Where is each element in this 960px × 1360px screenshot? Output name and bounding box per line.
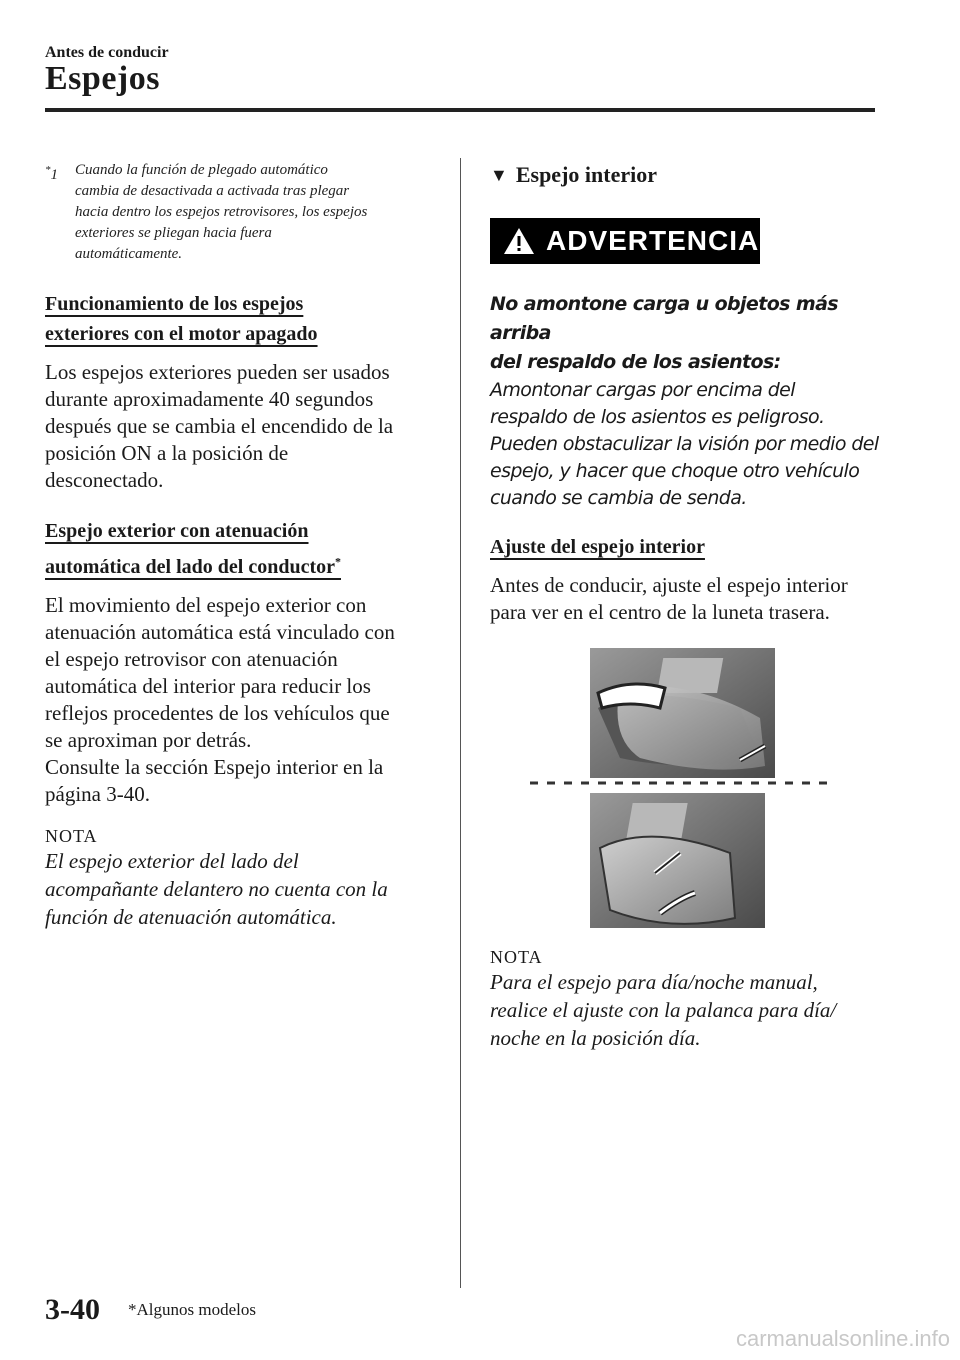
footer-note: *Algunos modelos (128, 1300, 256, 1319)
warning-triangle-icon (502, 226, 536, 256)
section-heading-engine-off (45, 289, 440, 349)
nota-label: NOTA (45, 825, 98, 846)
auto-dimming-body: El movimiento del espejo exterior con atenuación automática está vinculado con el espejo retrovisor con atenuación automática del interior para reducir los reflejos procedentes de los vehículos que se aproximan por detrás. Consulte la sección Espejo interior en la página 3-40. (45, 592, 395, 806)
adjust-mirror-body: Antes de conducir, ajuste el espejo interior para ver en el centro de la luneta trasera. (490, 573, 848, 624)
mirror-illustration (490, 648, 840, 933)
heading-line-1: Espejo exterior con atenuación (45, 520, 309, 542)
heading-text: Espejo interior (515, 162, 657, 187)
section-heading-auto-dimming (45, 516, 440, 582)
section-label: Antes de conducir (45, 44, 169, 61)
footnote: *1 Cuando la función de plegado automático cambia de desactivada a activada tras plegar hacia dentro los espejos retrovisores, los espejos exteriores se pliegan hacia fuera automáticamente. (45, 160, 440, 265)
warning-banner (490, 218, 760, 264)
engine-off-body: Los espejos exteriores pueden ser usados durante aproximadamente 40 segundos después que se cambia el encendido de la posición ON a la posición de desconectado. (45, 360, 394, 492)
heading-line-1: Funcionamiento de los espejos (45, 293, 304, 315)
left-column (45, 160, 440, 931)
page-title: Espejos (45, 60, 160, 97)
warning-label: ADVERTENCIA (546, 225, 760, 256)
nota-text: El espejo exterior del lado del acompañante delantero no cuenta con la función de atenuación automática. (45, 848, 388, 929)
heading-text: Ajuste del espejo interior (490, 536, 705, 558)
heading-line-2: automática del lado del conductor* (45, 554, 341, 578)
triangle-down-icon: ▼ (490, 164, 508, 185)
section-heading-interior-mirror (490, 162, 885, 188)
header-rule (45, 108, 875, 112)
footnote-text: Cuando la función de plegado automático cambia de desactivada a activada tras plegar hacia dentro los espejos retrovisores, los espejos exteriores se pliegan hacia fuera automáticamente. (75, 162, 368, 262)
warning-bold-text: No amontone carga u objetos más arriba del respaldo de los asientos: (490, 293, 839, 373)
column-divider (460, 158, 461, 1288)
some-models-mark: * (335, 554, 341, 568)
section-heading-adjust-mirror (490, 532, 885, 562)
footnote-mark: 1 (50, 167, 58, 183)
nota-text: Para el espejo para día/noche manual, realice el ajuste con la palanca para día/ noche en la posición día. (490, 970, 837, 1050)
warning-text: Amontonar cargas por encima del respaldo de los asientos es peligroso. Pueden obstaculizar la visión por medio del espejo, y hacer que choque otro vehículo cuando se cambia de senda. (490, 379, 879, 509)
mirror-adjustment-illustration (490, 648, 840, 933)
right-column (490, 160, 885, 1052)
watermark: carmanualsonline.info (735, 1326, 950, 1351)
heading-line-2: exteriores con el motor apagado (45, 323, 318, 345)
page-number: 3-40 (45, 1293, 100, 1326)
nota-label: NOTA (490, 947, 543, 967)
